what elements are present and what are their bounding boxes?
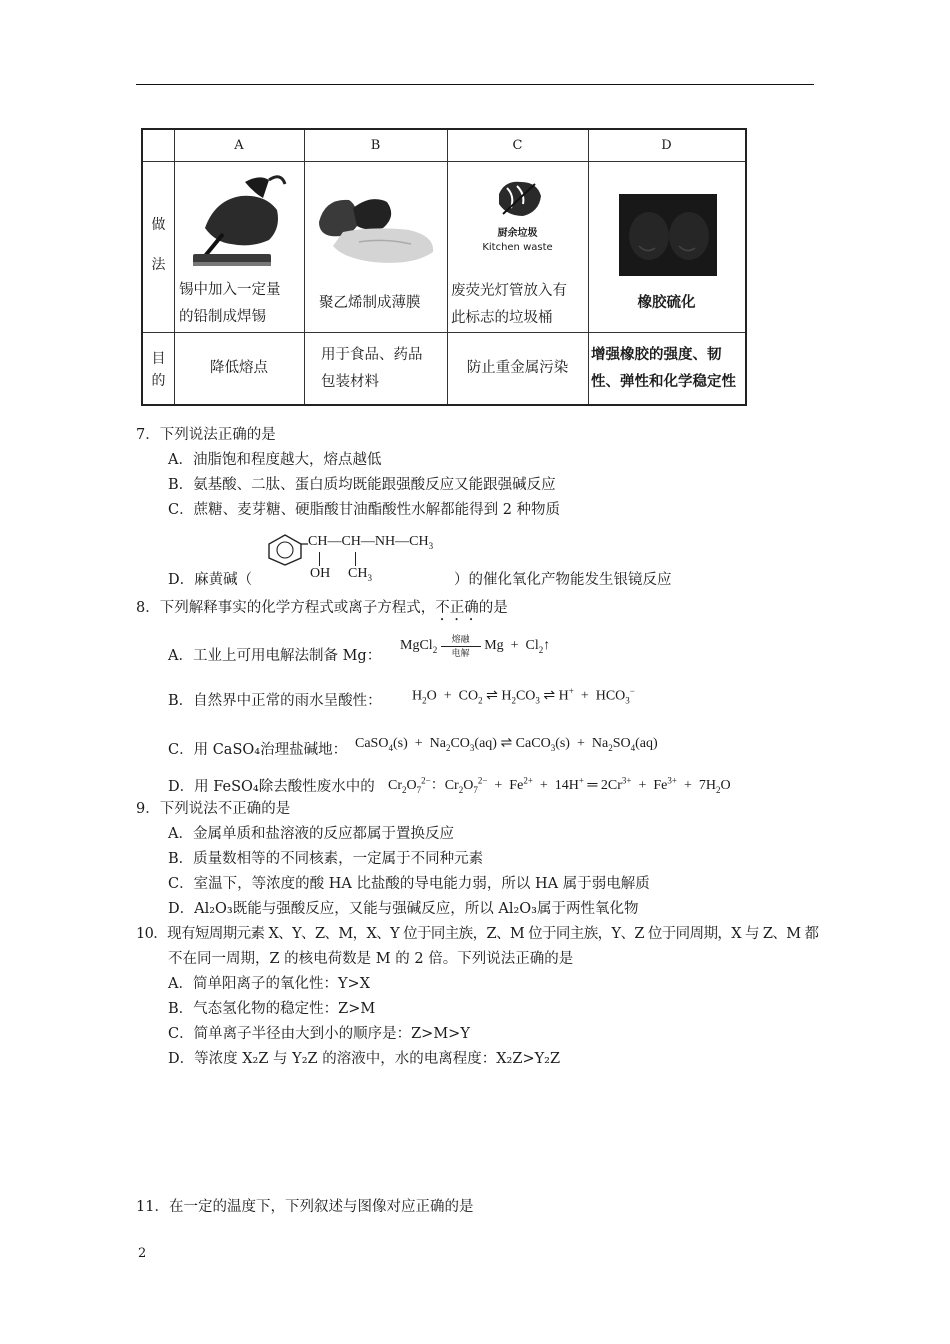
benzene-ring-icon <box>262 532 308 566</box>
purpose-c: 防止重金属污染 <box>466 360 569 376</box>
q10-stem-line2: 不在同一周期，Z 的核电荷数是 M 的 2 倍。下列说法正确的是 <box>168 951 574 967</box>
header-a: A <box>234 138 244 153</box>
soldering-iron-image <box>185 170 295 270</box>
q7-option-d-suffix: ）的催化氧化产物能发生银镜反应 <box>454 572 672 588</box>
page-number: 2 <box>138 1246 147 1261</box>
q9-option-d: D．Al₂O₃既能与强酸反应，又能与强碱反应，所以 Al₂O₃属于两性氧化物 <box>168 901 639 917</box>
q7-option-d-prefix: D．麻黄碱（ <box>168 572 253 588</box>
method-a: 锡中加入一定量 的铅制成焊锡 <box>179 282 281 325</box>
structure-oh: OH <box>310 566 331 581</box>
q8-option-c: C．用 CaSO₄治理盐碱地： <box>168 742 348 758</box>
header-c: C <box>512 138 523 153</box>
method-d: 橡胶硫化 <box>637 295 696 311</box>
row-label-purpose: 目 的 <box>151 351 166 389</box>
q10-option-a: A．简单阳离子的氧化性：Y>X <box>168 976 371 992</box>
q8-b-equation: $H_2O + CO_2$ ⇌ $H_2CO_3$ ⇌ $H^+ + HCO_3^-$ <box>412 686 635 706</box>
q7-option-a: A．油脂饱和程度越大，熔点越低 <box>168 452 382 468</box>
q8-a-equation: MgCl$_2$ 熔融 电解 $Mg + Cl_2↑$ <box>400 634 551 658</box>
q8-d-equation: $Cr_2O_7^{2-}$：$Cr_2O_7^{2-} + Fe^{2+} + 14H^+$ ═ $2Cr^{3+} + Fe^{3+} + 7H_2O$ <box>388 775 731 795</box>
kitchen-waste-icon <box>489 174 549 226</box>
vulcanized-rubber-image <box>619 194 717 276</box>
header-b: B <box>370 138 381 153</box>
q8-option-d: D．用 FeSO₄除去酸性废水中的 <box>168 779 375 795</box>
purpose-d: 增强橡胶的强度、韧 性、弹性和化学稳定性 <box>591 347 736 390</box>
q9-option-c: C．室温下，等浓度的酸 HA 比盐酸的导电能力弱，所以 HA 属于弱电解质 <box>168 876 650 892</box>
q9-option-a: A．金属单质和盐溶液的反应都属于置换反应 <box>168 826 454 842</box>
q8-stem: 8．下列解释事实的化学方程式或离子方程式，不正确的是 <box>136 600 508 616</box>
q7-option-b: B．氨基酸、二肽、蛋白质均既能跟强酸反应又能跟强碱反应 <box>168 477 556 493</box>
purpose-b: 用于食品、药品 包装材料 <box>321 347 423 390</box>
q9-option-b: B．质量数相等的不同核素，一定属于不同种元素 <box>168 851 484 867</box>
method-b: 聚乙烯制成薄膜 <box>319 295 421 311</box>
sign-english: Kitchen waste <box>482 242 553 253</box>
method-c: 废荧光灯管放入有 此标志的垃圾桶 <box>451 283 567 326</box>
structure-main-chain: $CH—CH—NH—CH_3$ <box>308 534 434 551</box>
q11-stem: 11．在一定的温度下，下列叙述与图像对应正确的是 <box>136 1199 474 1215</box>
sign-chinese: 厨余垃圾 <box>497 228 538 239</box>
q8-c-equation: CaSO$_4$(s) + $Na_2CO_3(aq)$ ⇌ CaCO$_3$(s) + $Na_2SO_4(aq)$ <box>355 736 658 753</box>
q7-stem: 7．下列说法正确的是 <box>136 427 276 443</box>
options-table <box>141 128 747 406</box>
header-d: D <box>661 138 672 153</box>
row-label-method: 做 法 <box>151 217 166 273</box>
header-rule <box>136 84 814 85</box>
q10-option-d: D．等浓度 X₂Z 与 Y₂Z 的溶液中，水的电离程度：X₂Z>Y₂Z <box>168 1051 561 1067</box>
purpose-a: 降低熔点 <box>210 360 268 376</box>
polyethylene-film-image <box>313 182 439 268</box>
structure-ch3: $CH_3$ <box>348 566 372 583</box>
ephedrine-structure <box>262 532 462 588</box>
q10-stem-line1: 10．现有短周期元素 X、Y、Z、M，X、Y 位于同主族，Z、M 位于同主族，Y、Z 位于同周期，X 与 Z、M 都 <box>136 926 819 942</box>
q10-option-c: C．简单离子半径由大到小的顺序是：Z>M>Y <box>168 1026 470 1042</box>
q8-option-a: A．工业上可用电解法制备 Mg： <box>168 648 382 664</box>
q8-option-b: B．自然界中正常的雨水呈酸性： <box>168 693 382 709</box>
q7-option-c: C．蔗糖、麦芽糖、硬脂酸甘油酯酸性水解都能得到 2 种物质 <box>168 502 561 518</box>
q10-option-b: B．气态氢化物的稳定性：Z>M <box>168 1001 376 1017</box>
q9-stem: 9．下列说法不正确的是 <box>136 801 291 817</box>
